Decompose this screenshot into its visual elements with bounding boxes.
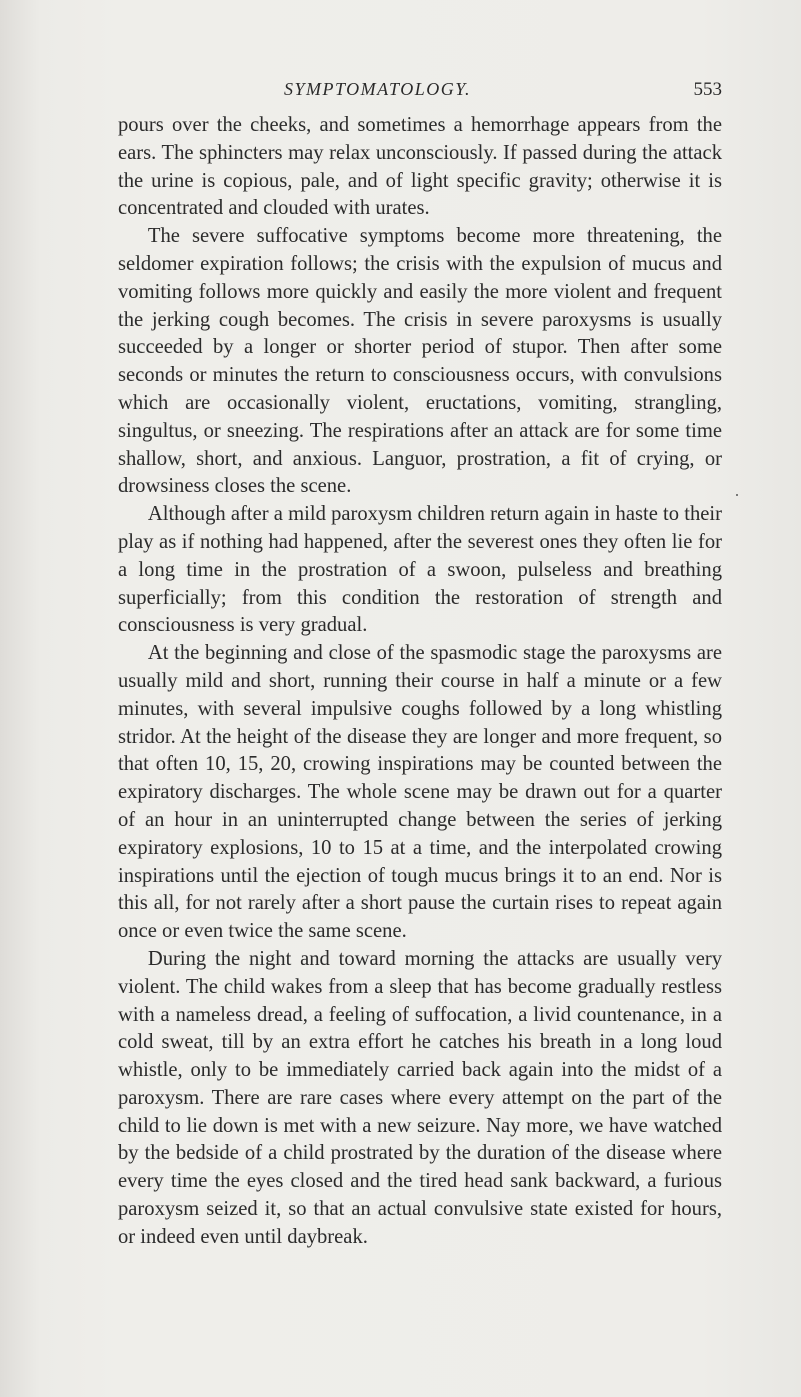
paragraph-continued: pours over the cheeks, and sometimes a hemorrhage appears from the ears. The sphincters may relax unconsciously. If passed during the attack the urine is copious, pale, and of light specific gravity; otherwise it is concentrated and clouded with urates. [118,114,722,220]
page-number: 553 [693,79,722,100]
running-title: SYMPTOMATOLOGY. [284,79,472,99]
paragraph: The severe suffocative symptoms become more threatening, the seldomer expiration follows; the crisis with the expulsion of mucus and vomiting follows more quickly and easily the more violent and frequent the jerking cough becomes. The crisis in severe paroxysms is usually succeeded by a longer or shorter period of stupor. Then after some seconds or minutes the return to consciousness occurs, with convulsions which are occasionally violent, eructations, vomiting, strangling, singultus, or sneezing. The respirations after an attack are for some time shallow, short, and anxious. Languor, prostration, a fit of crying, or drowsiness closes the scene. [118,225,722,498]
page-header [118,79,722,107]
paragraph: During the night and toward morning the attacks are usually very violent. The child wakes from a sleep that has become gradually restless with a nameless dread, a feeling of suffocation, a livid countenance, in a cold sweat, till by an extra effort he catches his breath in a long loud whistle, only to be immediately carried back again into the midst of a paroxysm. There are rare cases where every attempt on the part of the child to lie down is met with a new seizure. Nay more, we have watched by the bedside of a child prostrated by the duration of the disease where every time the eyes closed and the tired head sank backward, a furious paroxysm seized it, so that an actual convulsive state existed for hours, or indeed even until daybreak. [118,947,722,1248]
body-text [118,112,722,1252]
paper-speck [736,494,738,496]
paragraph: Although after a mild paroxysm children return again in haste to their play as if nothing had happened, after the severest ones they often lie for a long time in the prostration of a swoon, pulseless and breathing superficially; from this condition the restoration of strength and consciousness is very gradual. [118,503,722,637]
paragraph: At the beginning and close of the spasmodic stage the paroxysms are usually mild and short, running their course in half a minute or a few minutes, with several impulsive coughs followed by a long whistling stridor. At the height of the disease they are longer and more frequent, so that often 10, 15, 20, crowing inspirations may be counted between the expiratory discharges. The whole scene may be drawn out for a quarter of an hour in an uninterrupted change between the series of jerking expiratory explosions, 10 to 15 at a time, and the interpolated crowing inspirations until the ejection of tough mucus brings it to an end. Nor is this all, for not rarely after a short pause the curtain rises to repeat again once or even twice the same scene. [118,642,722,943]
